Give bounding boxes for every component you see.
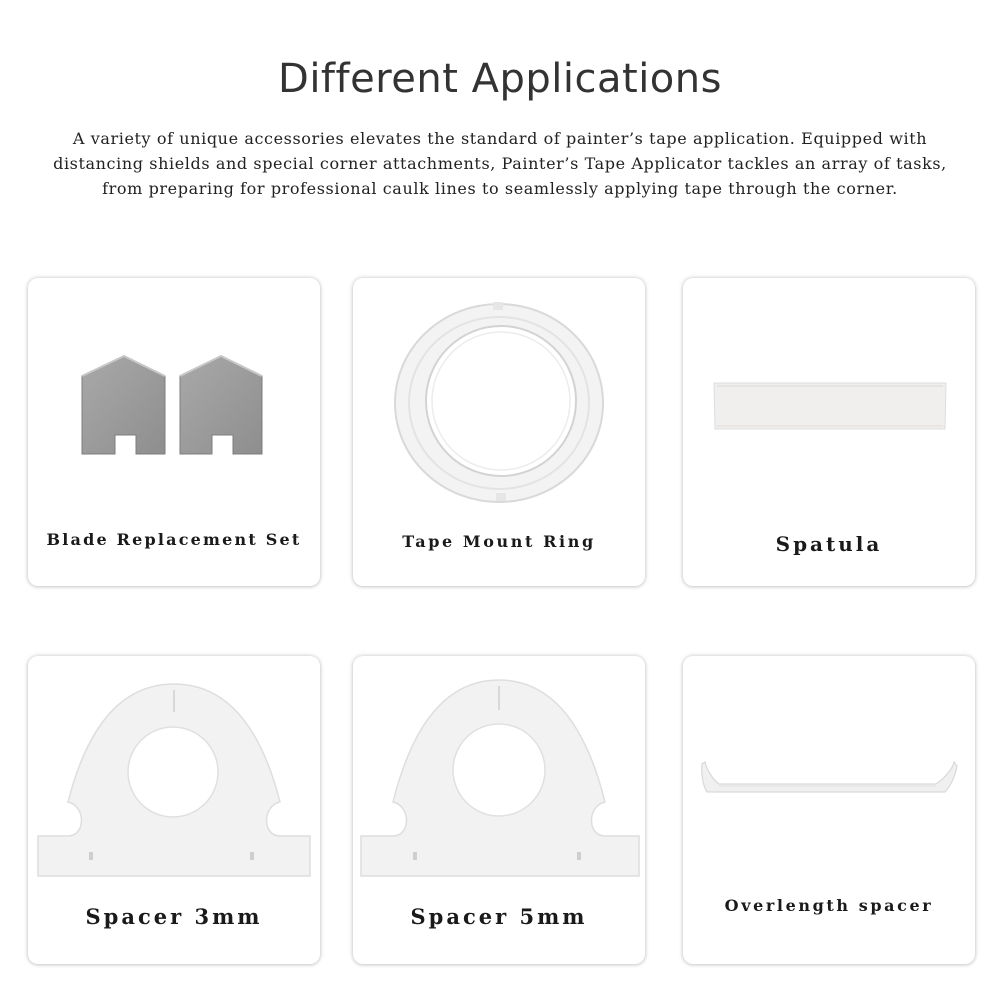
product-label: Overlength spacer — [724, 896, 934, 915]
product-label: Spatula — [775, 532, 883, 556]
overlength-spacer-image — [683, 656, 975, 964]
product-card-spacer-5mm — [353, 656, 645, 964]
product-label: Tape Mount Ring — [402, 532, 596, 551]
product-card-spatula — [683, 278, 975, 586]
page-description — [20, 126, 980, 201]
description-line: distancing shields and special corner attachments, Painter’s Tape Applicator tackles an array of tasks, — [53, 154, 947, 173]
product-card-blade-replacement-set — [28, 278, 320, 586]
page-title: Different Applications — [278, 56, 722, 102]
product-card-overlength-spacer — [683, 656, 975, 964]
description-line: from preparing for professional caulk lines to seamlessly applying tape through the corner. — [102, 179, 898, 198]
product-card-tape-mount-ring — [353, 278, 645, 586]
description-line: A variety of unique accessories elevates the standard of painter’s tape application. Equipped with — [72, 129, 928, 148]
product-label: Blade Replacement Set — [46, 530, 302, 549]
product-label: Spacer 5mm — [410, 904, 588, 929]
product-label: Spacer 3mm — [85, 904, 263, 929]
product-card-spacer-3mm — [28, 656, 320, 964]
